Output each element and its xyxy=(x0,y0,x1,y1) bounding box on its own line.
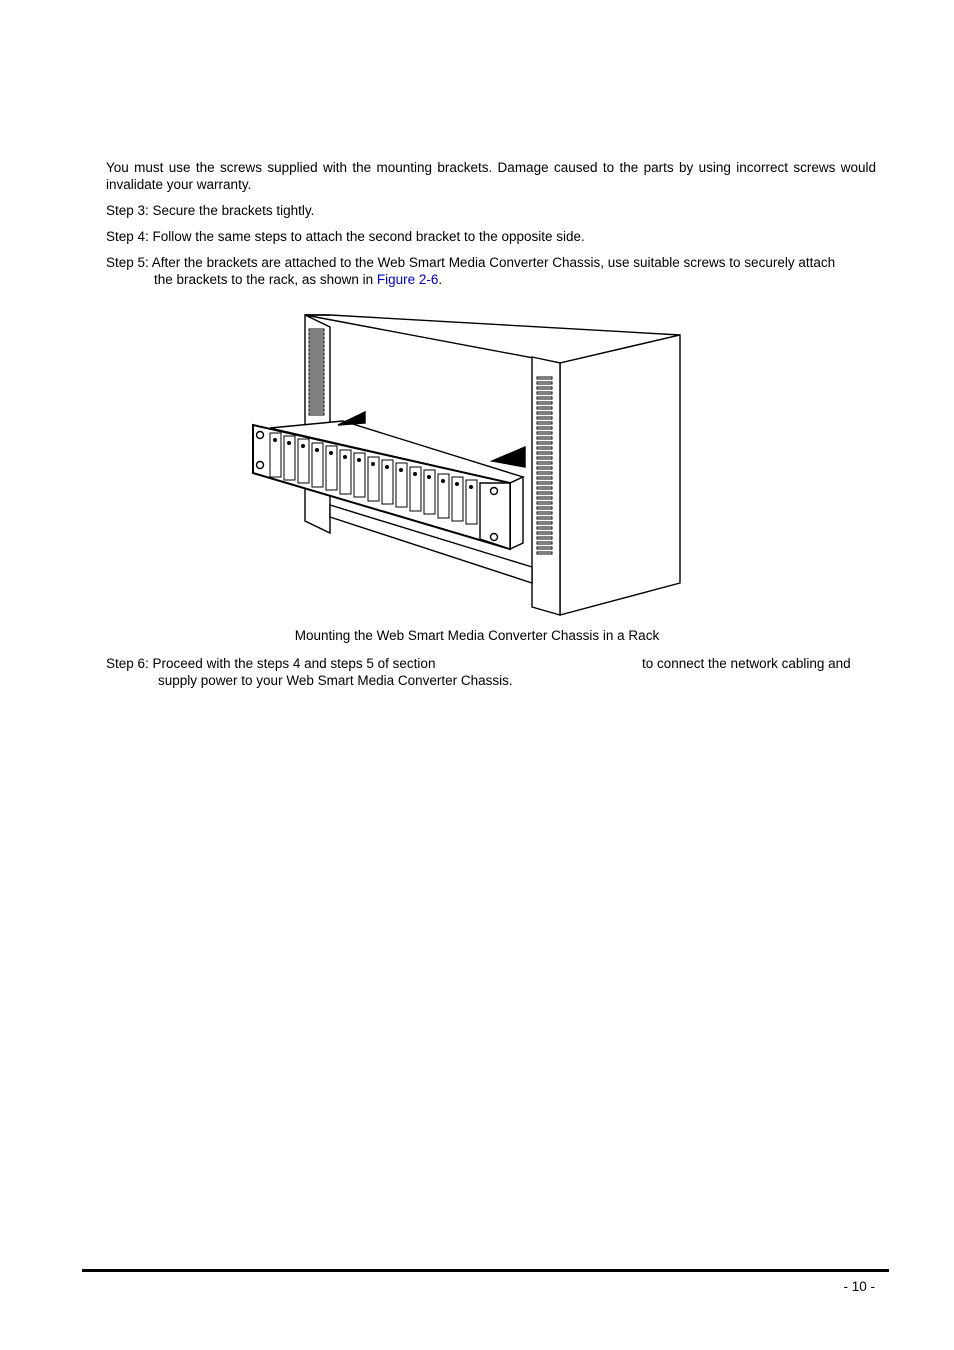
figure-2-6-link[interactable]: Figure 2-6 xyxy=(376,272,439,287)
step-5-text: the brackets to the rack, as shown in xyxy=(154,272,377,287)
step-3: Step 3: Secure the brackets tightly. xyxy=(106,203,315,218)
step-5-line-2 xyxy=(106,271,881,288)
warning-text: You must use the screws supplied with the mounting brackets. Damage caused to the parts by using incorrect screws would invalidate your warranty. xyxy=(106,160,876,192)
step-6-line-2: supply power to your Web Smart Media Converter Chassis. xyxy=(158,673,513,688)
rack-mount-illustration xyxy=(248,305,688,623)
footer-rule xyxy=(82,1269,889,1272)
rack-right-panel xyxy=(560,335,680,615)
step-5-line-1: Step 5: After the brackets are attached to the Web Smart Media Converter Chassis, use suitable screws to securely attach xyxy=(106,255,836,270)
step-4: Step 4: Follow the same steps to attach the second bracket to the opposite side. xyxy=(106,229,585,244)
page-number: - 10 - xyxy=(843,1279,875,1294)
insert-arrow-left xyxy=(338,412,365,425)
step-6-right: to connect the network cabling and xyxy=(642,656,851,671)
figure-caption: Mounting the Web Smart Media Converter Chassis in a Rack xyxy=(294,628,660,643)
step-6 xyxy=(106,655,876,689)
insert-arrow-right xyxy=(492,447,525,467)
step-5 xyxy=(106,254,881,288)
chassis-side xyxy=(510,477,523,549)
step-5-period: . xyxy=(438,272,443,287)
step-6-left: Step 6: Proceed with the steps 4 and steps 5 of section xyxy=(106,656,436,671)
mounting-ear-right xyxy=(480,483,510,549)
rack-right-post xyxy=(532,357,560,615)
